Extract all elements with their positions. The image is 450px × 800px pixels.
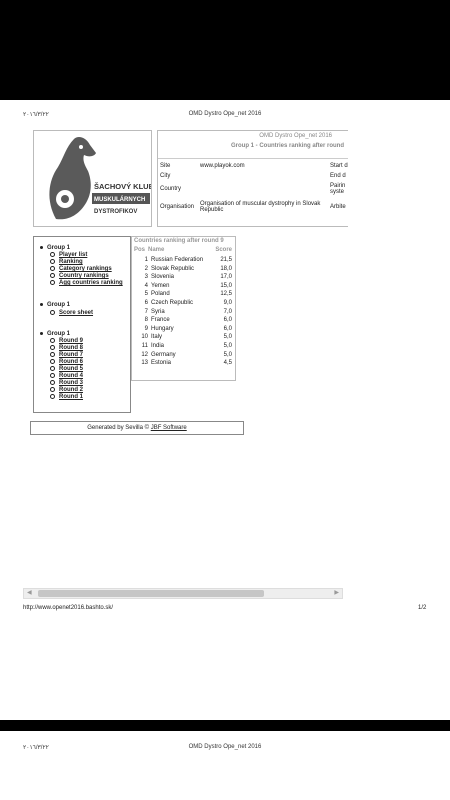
logo-line1: ŠACHOVÝ KLUB	[94, 182, 151, 191]
table-row: 2 Slovak Republic 18,0	[144, 265, 232, 272]
table-row: 11 India 5,0	[141, 343, 232, 349]
table-row: 10 Italy 5,0	[141, 334, 232, 341]
info-title: OMD Dystro Ope_net 2016	[259, 133, 332, 139]
menu-group-3: Group 1	[40, 331, 70, 337]
menu-link-round-4[interactable]: Round 4	[50, 373, 83, 379]
table-row: 6 Czech Republic 9,0	[144, 300, 232, 306]
footer-page-number: 1/2	[418, 605, 427, 611]
generated-by-footer	[30, 421, 244, 435]
scrollbar-thumb[interactable]	[38, 590, 264, 597]
menu-link-ranking[interactable]: Ranking	[50, 259, 83, 265]
menu-link-category-rankings[interactable]: Category rankings	[50, 266, 112, 272]
table-row: 8 France 6,0	[144, 317, 232, 324]
knight-logo-icon	[34, 131, 151, 226]
countries-ranking-table: Countries ranking after round 9 Pos Name Score 1 Russian Federation 21,5 2 Slovak Republic 18,0 3 Slovenia 17,0 4 Yemen 15,0 5 Poland 12,5 6 Czech Republic 9,0 7 Syria 7,0 8 France 6,0 9 Hungary 6,0 10 Italy 5,0 11 India 5,0 12 Germany 5,0 13 Estonia 4,5	[131, 236, 236, 381]
tournament-info: OMD Dystro Ope_net 2016 Group 1 - Countries ranking after round Site www.playok.com Start d City End d Country Pairin syste Organisation Organisation of muscular dystrophy in Slovak Republic Arbite	[157, 130, 348, 227]
menu-link-round-1[interactable]: Round 1	[50, 394, 83, 400]
generated-text: Generated by Sevilla ©	[87, 425, 150, 431]
page2-header-title: OMD Dystro Ope_net 2016	[188, 744, 262, 750]
menu-link-round-7[interactable]: Round 7	[50, 352, 83, 358]
club-logo	[33, 130, 152, 227]
page-header-title: OMD Dystro Ope_net 2016	[188, 111, 262, 117]
scroll-left-arrow-icon[interactable]: ◀	[27, 590, 32, 596]
menu-link-round-2[interactable]: Round 2	[50, 387, 83, 393]
page2-header-date: ٢٠١٦/٣/٢٢	[23, 745, 49, 751]
ranking-title: Countries ranking after round 9	[134, 238, 224, 244]
navigation-menu	[33, 236, 131, 413]
scroll-right-arrow-icon[interactable]: ▶	[334, 590, 339, 596]
table-row: 12 Germany 5,0	[141, 351, 232, 358]
page-header-date: ٢٠١٦/٣/٢٢	[23, 112, 49, 118]
menu-link-round-5[interactable]: Round 5	[50, 366, 83, 372]
footer-url: http://www.openet2016.bashto.sk/	[23, 605, 114, 611]
menu-link-player-list[interactable]: Player list	[50, 252, 87, 258]
table-row: 13 Estonia 4,5	[141, 360, 232, 367]
menu-group-1: Group 1	[40, 245, 70, 251]
logo-line3: DYSTROFIKOV	[94, 209, 138, 215]
menu-link-agg-countries-ranking[interactable]: Agg countries ranking	[50, 280, 123, 286]
menu-link-round-3[interactable]: Round 3	[50, 380, 83, 386]
table-row: 3 Slovenia 17,0	[144, 274, 232, 281]
table-row: 9 Hungary 6,0	[144, 325, 232, 332]
menu-link-country-rankings[interactable]: Country rankings	[50, 273, 109, 279]
menu-link-round-6[interactable]: Round 6	[50, 359, 83, 365]
jbf-software-link[interactable]: JBF Software	[150, 425, 187, 431]
menu-link-round-8[interactable]: Round 8	[50, 345, 83, 351]
table-row: 5 Poland 12,5	[144, 291, 232, 298]
info-subtitle: Group 1 - Countries ranking after round	[230, 143, 344, 149]
print-page-2	[0, 731, 450, 800]
menu-link-score-sheet[interactable]: Score sheet	[50, 310, 93, 316]
menu-link-round-9[interactable]: Round 9	[50, 338, 83, 344]
table-row: 1 Russian Federation 21,5	[144, 257, 232, 263]
table-row: 4 Yemen 15,0	[144, 282, 232, 289]
logo-line2: MUSKULÁRNYCH	[94, 197, 146, 203]
horizontal-scrollbar[interactable]	[23, 588, 343, 599]
table-row: 7 Syria 7,0	[144, 308, 232, 315]
menu-group-2: Group 1	[40, 302, 70, 308]
